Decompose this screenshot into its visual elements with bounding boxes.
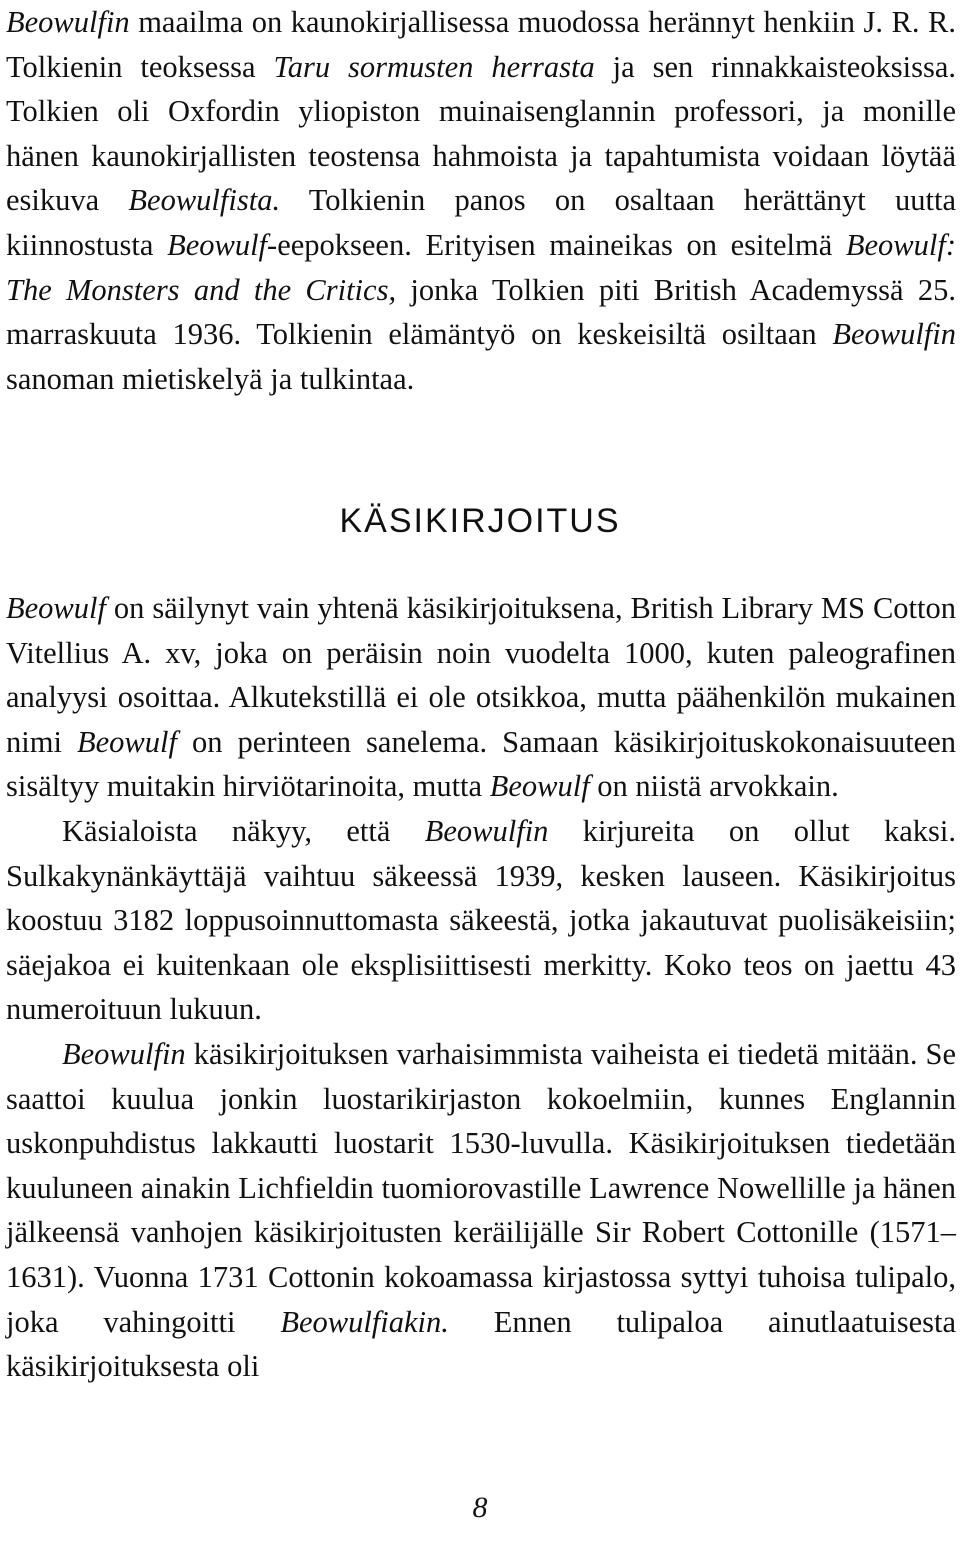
page-number: 8 xyxy=(472,1491,488,1524)
text-run: on säilynyt vain yhtenä käsikirjoituksena, British Library MS Cotton Vitellius A. xv, joka on peräisin noin vuodelta 1000, kuten paleografinen analyysi osoittaa. Alkutekstillä ei ole otsikkoa, mutta päähenkilön mukainen nimi xyxy=(6,591,956,759)
manuscript-paragraph-1 xyxy=(6,586,956,809)
text-run: Tolkienin panos on osaltaan herättänyt uutta kiinnostusta xyxy=(6,183,956,262)
title-ref: Beowulfin xyxy=(424,813,549,848)
title-ref: Beowulf xyxy=(76,724,177,759)
text-run: on perinteen sanelema. Samaan käsikirjoituskokonaisuuteen sisältyy muitakin hirviötarinoita, mutta xyxy=(6,724,956,804)
title-ref: Beowulfiakin. xyxy=(280,1304,449,1339)
title-ref: Beowulfista. xyxy=(128,183,281,218)
text-run: maailma on kaunokirjallisessa muodossa herännyt henkiin J. R. R. Tolkienin teoksessa xyxy=(6,5,956,84)
manuscript-text-block xyxy=(6,586,956,1389)
text-run: kirjureita on ollut kaksi. Sulkakynänkäyttäjä vaihtuu säkeessä 1939, kesken lauseen. Käsikirjoitus koostuu 3182 loppusoinnuttomasta säkeestä, jotka jakautuvat puolisäkeisiin; säejakoa ei kuitenkaan ole eksplisiittisesti merkitty. Koko teos on jaettu 43 numeroituun lukuun. xyxy=(6,813,956,1027)
manuscript-paragraph-2 xyxy=(6,809,956,1032)
title-ref: Beowulf: The Monsters and the Critics, xyxy=(6,227,957,307)
section-heading: KÄSIKIRJOITUS xyxy=(339,502,621,540)
text-run: on niistä arvokkain. xyxy=(589,769,839,804)
title-ref: Beowulf xyxy=(6,591,106,625)
text-run: käsikirjoituksen varhaisimmista vaiheista ei tiedetä mitään. Se saattoi kuulua jonkin luostarikirjaston kokoelmiin, kunnes Englannin uskonpuhdistus lakkautti luostarit 1530-luvulla. Käsikirjoituksen tiedetään kuuluneen ainakin Lichfieldin tuomiorovastille Lawrence Nowellille ja hänen jälkeensä vanhojen käsikirjoitusten keräilijälle Sir Robert Cottonille (1571–1631). Vuonna 1731 Cottonin kokoamassa kirjastossa syttyi tuhoisa tulipalo, joka vahingoitti xyxy=(6,1036,956,1339)
text-run: jonka Tolkien piti British Academyssä 25. marraskuuta 1936. Tolkienin elämäntyö on keskeisiltä osiltaan xyxy=(6,272,956,352)
title-ref: Beowulfin xyxy=(62,1036,186,1071)
text-run: Ennen tulipaloa ainutlaatuisesta käsikirjoituksesta oli xyxy=(6,1304,956,1384)
text-run: Käsialoista näkyy, että xyxy=(62,813,425,848)
text-run: -eepokseen. Erityisen maineikas on esitelmä xyxy=(267,227,846,262)
intro-text-block xyxy=(6,0,956,401)
intro-paragraph xyxy=(6,0,956,401)
text-run: sanoman mietiskelyä ja tulkintaa. xyxy=(6,361,415,396)
title-ref: Taru sormusten herrasta xyxy=(273,49,595,84)
title-ref: Beowulfin xyxy=(832,317,956,352)
title-ref: Beowulf xyxy=(167,227,268,262)
title-ref: Beowulf xyxy=(489,769,590,804)
title-ref: Beowulfin xyxy=(6,5,130,39)
manuscript-paragraph-3 xyxy=(6,1032,956,1389)
text-run: ja sen rinnakkaisteoksissa. Tolkien oli Oxfordin yliopiston muinaisenglannin professori, ja monille hänen kaunokirjallisten teostensa hahmoista ja tapahtumista voidaan löytää esikuva xyxy=(6,49,956,218)
